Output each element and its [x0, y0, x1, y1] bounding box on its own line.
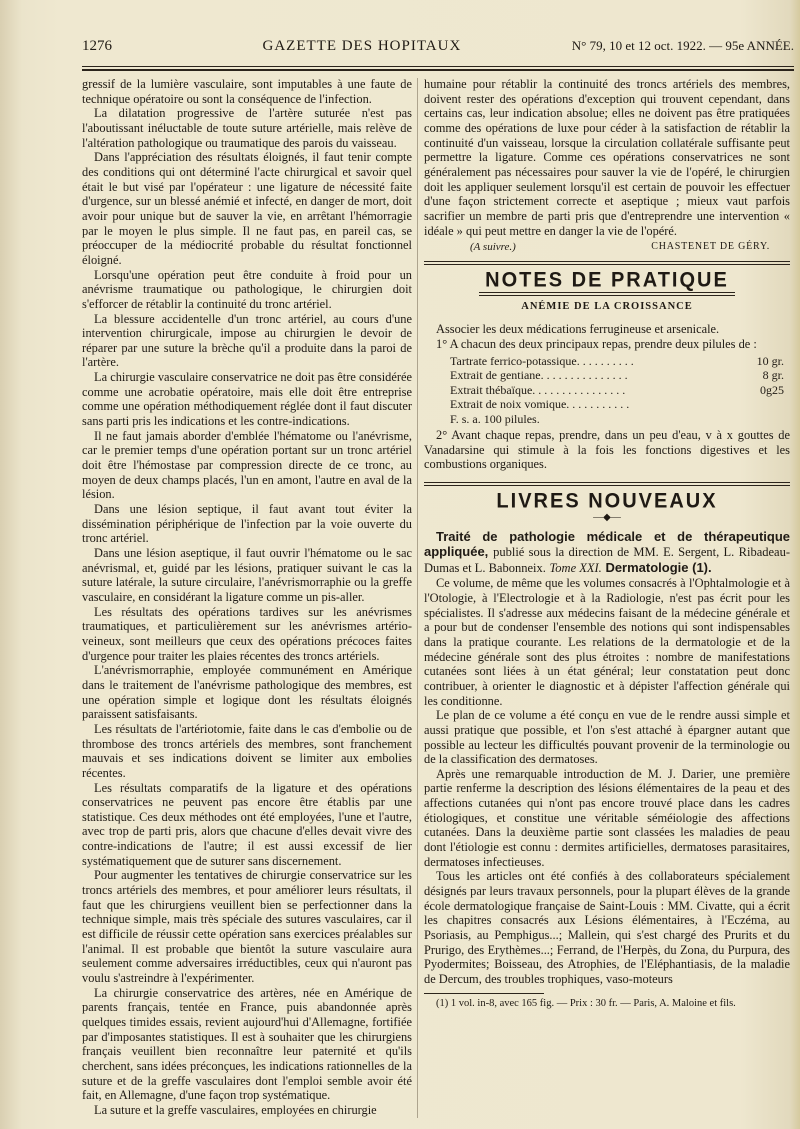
- left-column: [82, 77, 412, 1118]
- paragraph: gressif de la lumière vasculaire, sont imputables à une faute de technique opératoire ou sont la conséquence de l'infection.: [82, 77, 412, 106]
- to-be-continued: (A suivre.): [470, 241, 516, 254]
- book-published: publié sous la direction de MM. E. Sergent, L. Ribadeau-Dumas et L. Babonneix.: [424, 545, 790, 576]
- prescription-row: Tartrate ferrico-potassique. . . . . . . . . . 10 gr.: [450, 353, 784, 368]
- article-signature: [424, 240, 790, 255]
- paragraph: Les résultats de l'artériotomie, faite dans le cas d'embolie ou de thrombose des troncs artériels des membres, sont franchement mauvais et ses indications doivent se limiter aux embolies récentes.: [82, 721, 412, 780]
- column-divider: [417, 78, 418, 1118]
- review-paragraph: Ce volume, de même que les volumes consacrés à l'Ophtalmologie et à l'Otologie, à l'Electrologie et à la Radiologie, n'est pas écrit pour les spécialistes. Il s'adresse aux médecins faisant de la médecine générale et a pour but de condenser l'ensemble des notions qui sont indispensables dans la pratique courante. Les relations de la dermatologie et de la médecine générale sont des plus étroites : nombre de manifestations cutanées sont liées à un état général; leur constatation peut donc contribuer, à orienter le diagnostic et à dépister l'affection générale qui les conditionne.: [424, 576, 790, 708]
- paragraph: Dans une lésion septique, il faut avant tout éviter la dissémination périphérique de l'infection par la voie ouverte du tronc artériel.: [82, 502, 412, 546]
- header-rule: [82, 66, 794, 67]
- article-continuation: humaine pour rétablir la continuité des troncs artériels des membres, doivent rester des opérations d'exception qui trouvent cependant, dans certains cas, leur indication absolue; elles ne doivent pas être pratiquées comme des opérations de luxe pour céder à la satisfaction de rétablir la continuité d'un vaisseau, lorsque la circulation collatérale suffisante peut permettre la ligature. Comme ces opérations conservatrices ne sont généralement pas nécessaires pour sauver la vie de l'opéré, le chirurgien doit les appliquer seulement lorsqu'il est certain de pouvoir les effectuer d'une façon strictement correcte et aseptique ; mieux vaut parfois sacrifier un membre de parti pris que d'entreprendre une intervention « idéale » qui peut mettre en danger la vie de l'opéré.: [424, 77, 790, 238]
- notes-section-title: NOTES DE PRATIQUE: [485, 268, 729, 292]
- section-rule: [424, 482, 790, 486]
- page-header: [82, 38, 794, 64]
- paragraph: Les résultats comparatifs de la ligature et des opérations conservatrices ne peuvent pas encore être établis par une statistique. Ces deux méthodes ont été employées, l'une et l'autre, avec trop de parti pris, alors que chacune d'elles devait vivre des contre-indications de l'autre; il est aussi excessif de lier systématiquement que de suturer sans discernement.: [82, 780, 412, 868]
- paragraph: La dilatation progressive de l'artère suturée n'est pas l'aboutissant inéluctable de toute suture artérielle, mais relève de l'altération pathologique ou traumatique des parois du vaisseau.: [82, 106, 412, 150]
- prescription-row: Extrait de noix vomique. . . . . . . . . . .: [450, 397, 630, 411]
- paragraph: La blessure accidentelle d'un tronc artériel, au cours d'une intervention chirurgicale, impose au chirurgien le devoir de réparer par une suture la brèche qu'il a produite dans la paroi de l'artère.: [82, 311, 412, 370]
- paragraph: La suture et la greffe vasculaires, employées en chirurgie: [94, 1102, 377, 1117]
- paragraph: Lorsqu'une opération peut être conduite à froid pour un anévrisme traumatique ou pathologique, le chirurgien doit s'efforcer de rétablir la continuité du tronc artériel.: [82, 267, 412, 311]
- paragraph: Les résultats des opérations tardives sur les anévrismes traumatiques, et particulièrement sur les anévrismes artério-veineux, sont meilleurs que ceux des opérations précoces faites d'urgence pour traiter les plaies récentes des troncs artériels.: [82, 604, 412, 663]
- books-section-title: LIVRES NOUVEAUX: [496, 489, 718, 513]
- issue-info: N° 79, 10 et 12 oct. 1922. — 95e ANNÉE.: [571, 38, 794, 53]
- review-paragraph: Le plan de ce volume a été conçu en vue de le rendre aussi simple et aussi pratique que possible, et l'on s'est attaché à épargner autant que possible au lecteur les difficultés pouvant provenir de la terminologie ou de la classification des dermatoses.: [424, 708, 790, 767]
- ornament-icon: —◆—: [593, 511, 621, 523]
- prescription-fsa: F. s. a. 100 pilules.: [450, 411, 540, 426]
- prescription: [424, 354, 790, 427]
- section-rule: [479, 292, 735, 296]
- prescription-row: Extrait thébaïque. . . . . . . . . . . . . . . . 0g25: [450, 382, 784, 397]
- right-column: [424, 77, 790, 1010]
- journal-title: GAZETTE DES HOPITAUX: [262, 38, 462, 54]
- review-paragraph: Après une remarquable introduction de M. J. Darier, une première partie renferme la description des lésions élémentaires de la peau et des affections cutanées qui n'ont pas encore trouvé place dans les cadres étiologiques, et constitue une véritable séméiologie des affections cutanées. Dans la deuxième partie sont classées les maladies de peau dont l'étiologie est connu : dermites artificielles, dermatoses parasitaires, dermatoses infectieuses.: [424, 766, 790, 869]
- footnote-rule: [424, 993, 544, 994]
- notes-instruction-2: 2° Avant chaque repas, prendre, dans un peu d'eau, v à x gouttes de Vanadarsine qui stimule à la fois les fonctions digestives et les combustions organiques.: [424, 428, 790, 472]
- footnote: (1) 1 vol. in-8, avec 165 fig. — Prix : 30 fr. — Paris, A. Maloine et fils.: [436, 997, 736, 1009]
- paragraph: Pour augmenter les tentatives de chirurgie conservatrice sur les troncs artériels des membres, et pour améliorer leurs résultats, il faut que les chirurgiens veuillent bien se perfectionner dans la technique simple, mais très spéciale des sutures vasculaires, car il est difficile de réussir cette opération sans exercices préalables sur l'animal. Il est probable que bientôt la suture vasculaire aura seulement comme adversaires irréductibles, ceux qui n'auront pas voulu s'astreindre à l'expérimenter.: [82, 868, 412, 986]
- book-title: Traité de pathologie médicale et de thérapeutique appliquée,: [424, 529, 790, 560]
- paragraph: L'anévrismorraphie, employée communément en Amérique dans le traitement de l'anévrisme pathologique des membres, est une opération simple et logique dont les résultats éloignés paraissent satisfaisants.: [82, 663, 412, 722]
- notes-subtitle: ANÉMIE DE LA CROISSANCE: [521, 300, 693, 312]
- book-subject: Dermatologie (1).: [605, 560, 712, 576]
- paragraph: Dans l'appréciation des résultats éloignés, il faut tenir compte des conditions qui ont déterminé l'acte chirurgical et savoir quel était le but visé par l'opérateur : une ligature de nécessité faite d'urgence, sur un blessé anémié et infecté, en danger de mort, doit avoir pour unique but de sauver la vie, en arrêtant l'hémorragie par le moyen le plus simple. Il ne faut pas, en pareil cas, se préoccuper de la médiocrité probable du résultat fonctionnel éloigné.: [82, 150, 412, 267]
- prescription-row: Extrait de gentiane. . . . . . . . . . . . . . . 8 gr.: [450, 368, 784, 382]
- author-name: CHASTENET DE GÉRY.: [651, 241, 770, 253]
- book-title-block: [424, 529, 790, 576]
- section-rule: [424, 261, 790, 265]
- notes-intro: Associer les deux médications ferrugineuse et arsenicale.: [436, 322, 720, 337]
- notes-instruction-1: 1° A chacun des deux principaux repas, prendre deux pilules de :: [436, 336, 757, 351]
- header-rule-thick: [82, 69, 794, 71]
- paragraph: Il ne faut jamais aborder d'emblée l'hématome ou l'anévrisme, car le premier temps d'une opération portant sur un tronc artériel doit être l'hémostase par compression directe de ce tronc, au moyen de deux champs placés, l'un en amont, l'autre en aval de la lésion.: [82, 428, 412, 502]
- book-tome: Tome XXI.: [549, 561, 602, 576]
- page-number: 1276: [82, 38, 112, 54]
- review-paragraph: Tous les articles ont été confiés à des collaborateurs spécialement désignés par leurs travaux personnels, pour la plupart élèves de la grande école dermatologique française de Saint-Louis : MM. Civatte, qui a écrit les chapitres consacrés aux Lésions élémentaires, à l'Eczéma, au Psoriasis, au Pemphigus...; Mallein, qui s'est chargé des Prurits et du Prurigo, des Erythèmes...; Ferrand, de l'Herpès, du Zona, du Purpura, des Pyodermites; Boisseau, des Atrophies, de l'Eléphantiasis, de la maladie de Dercum, des troubles trophiques, vaso-moteurs: [424, 869, 790, 986]
- paragraph: La chirurgie conservatrice des artères, née en Amérique de parents français, tentée en France, puis abandonnée après quelques timides essais, revient aujourd'hui d'Allemagne, fortifiée par d'imposantes statistiques. Il est à souhaiter que les chirurgiens français veuillent bien reconnaître leur paternité et qu'ils cherchent, sans idées préconçues, les indications rationnelles de la suture et de la greffe vasculaires dont l'emploi semble avoir été fait, en Allemagne, d'une façon trop systématique.: [82, 985, 412, 1103]
- paragraph: Dans une lésion aseptique, il faut ouvrir l'hématome ou le sac anévrismal, et, guidé par les lésions, pratiquer suivant le cas la suture latérale, la suture circulaire, l'anévrismorraphie ou la greffe vasculaire, en considérant la ligature comme un pis-aller.: [82, 546, 412, 604]
- paragraph: La chirurgie vasculaire conservatrice ne doit pas être considérée comme une acrobatie opératoire, mais elle doit être entreprise comme une opération méthodiquement réglée dont il faut discuter sans parti pris les indications et les contre-indications.: [82, 370, 412, 429]
